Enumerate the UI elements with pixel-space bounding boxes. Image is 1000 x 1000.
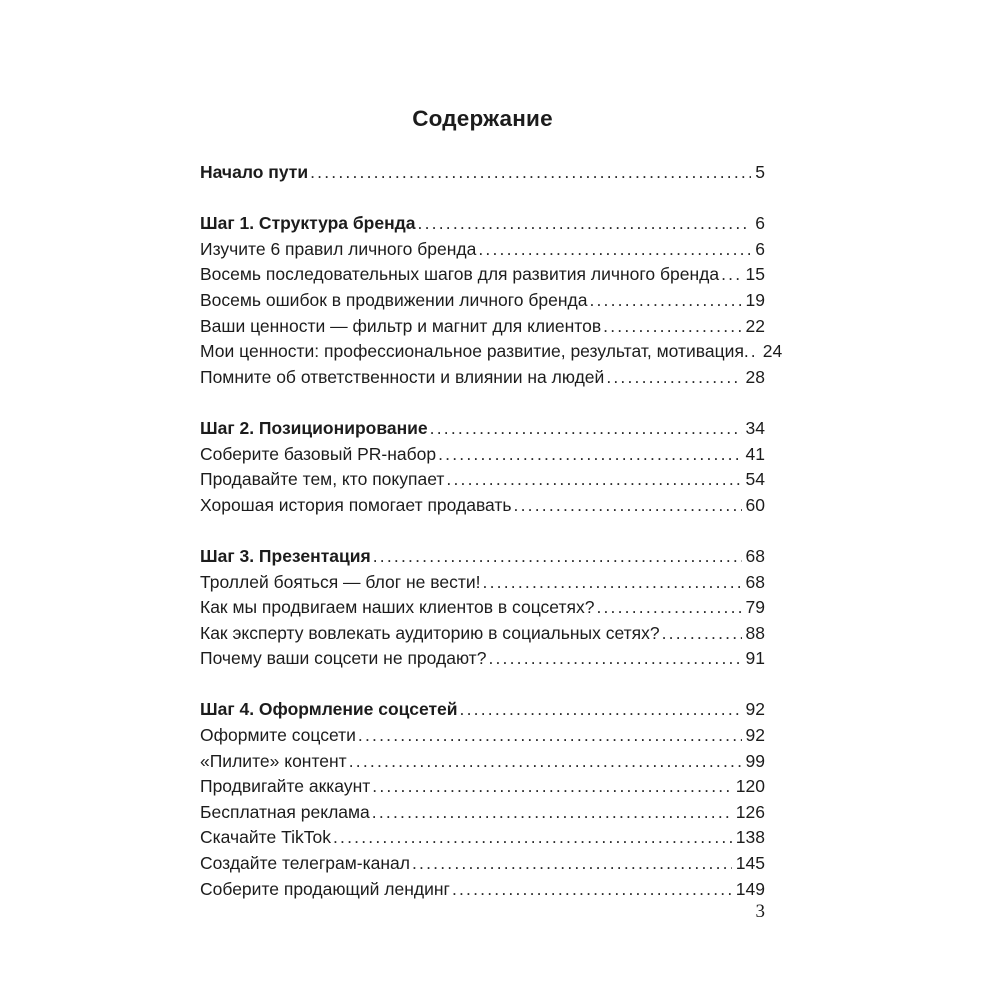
toc-entry	[200, 339, 783, 365]
toc-leader-dots	[349, 749, 742, 775]
toc-leader-dots	[438, 442, 741, 468]
toc-entry-label: Ваши ценности — фильтр и магнит для клиентов	[200, 315, 602, 336]
toc-entry-page: 149	[735, 878, 765, 899]
toc-entry-label: Бесплатная реклама	[200, 801, 370, 822]
toc-entry	[200, 825, 765, 851]
toc-entry-page: 91	[745, 648, 765, 669]
toc-entry-label: Соберите продающий лендинг	[200, 878, 450, 899]
toc-entry-label: Восемь последовательных шагов для развития личного бренда	[200, 264, 720, 285]
toc-entry-page: 92	[745, 699, 765, 720]
toc-entry-label: Помните об ответственности и влиянии на людей	[200, 366, 605, 387]
toc-entry	[200, 800, 765, 826]
toc-entry-page: 126	[735, 801, 765, 822]
toc-entry-page: 5	[755, 162, 765, 182]
toc-leader-dots	[412, 851, 732, 877]
toc-entry-label: Восемь ошибок в продвижении личного бренда	[200, 289, 588, 310]
toc-entry-label: Продвигайте аккаунт	[200, 776, 371, 797]
toc-entry-page: 68	[745, 571, 765, 592]
toc-entry	[200, 467, 765, 493]
toc-entry	[200, 416, 765, 442]
toc-entry-page: 6	[755, 238, 765, 259]
toc-entry	[200, 493, 765, 519]
toc-leader-dots	[721, 262, 741, 288]
toc-leader-dots	[514, 493, 742, 519]
page-number: 3	[755, 901, 765, 922]
toc-entry-label: Шаг 3. Презентация	[200, 545, 371, 566]
toc-entry-label: Как эксперту вовлекать аудиторию в социальных сетях?	[200, 622, 660, 643]
toc-entry-label: Шаг 2. Позиционирование	[200, 417, 428, 438]
toc-leader-dots	[418, 211, 752, 237]
toc-entry-page: 99	[745, 750, 765, 771]
toc-entry-page: 24	[762, 341, 783, 362]
toc-entry	[200, 595, 765, 621]
toc-entry	[200, 314, 765, 340]
toc-leader-dots	[358, 723, 742, 749]
toc-leader-dots	[372, 800, 732, 826]
toc-entry-page: 15	[745, 264, 765, 285]
toc-entry-page: 138	[735, 827, 765, 848]
toc-entry-label: Оформите соцсети	[200, 725, 356, 746]
toc-leader-dots	[483, 570, 742, 596]
toc-entry-page: 19	[745, 289, 765, 310]
toc-entry-page: 88	[745, 622, 765, 643]
toc-leader-dots	[606, 365, 741, 391]
toc-entry-page: 68	[745, 545, 765, 566]
toc-leader-dots	[310, 160, 751, 186]
page-title: Содержание	[412, 106, 553, 131]
toc-entry	[200, 851, 765, 877]
toc-entry-page: 28	[745, 366, 765, 387]
toc-entry	[200, 160, 765, 186]
toc-entry-label: Продавайте тем, кто покупает	[200, 469, 445, 490]
toc-entry-page: 54	[745, 469, 765, 490]
toc-leader-dots	[372, 774, 732, 800]
toc-entry-label: Троллей бояться — блог не вести!	[200, 571, 481, 592]
toc-leader-dots	[478, 237, 751, 263]
toc-entry-page: 120	[735, 776, 765, 797]
toc-entry	[200, 544, 765, 570]
toc-entry-page: 22	[745, 315, 765, 336]
toc-entry-page: 92	[745, 725, 765, 746]
toc-leader-dots	[446, 467, 741, 493]
toc-entry-label: Шаг 1. Структура бренда	[200, 213, 416, 234]
toc-entry	[200, 621, 765, 647]
toc-entry	[200, 262, 765, 288]
toc-entry-page: 34	[745, 417, 765, 438]
toc-leader-dots	[460, 697, 742, 723]
toc-leader-dots	[430, 416, 742, 442]
toc-leader-dots	[603, 314, 741, 340]
toc-entry-page: 41	[745, 443, 765, 464]
toc-entry-page: 6	[755, 213, 765, 234]
toc-entry	[200, 442, 765, 468]
toc-entry	[200, 365, 765, 391]
toc-entry	[200, 570, 765, 596]
toc-leader-dots	[333, 825, 732, 851]
toc-entry-label: Мои ценности: профессиональное развитие, результат, мотивация.	[200, 341, 749, 362]
toc-entry	[200, 877, 765, 903]
toc-entry-label: «Пилите» контент	[200, 750, 347, 771]
toc-entry-label: Начало пути	[200, 162, 309, 182]
toc-leader-dots	[488, 646, 741, 672]
toc-entry-label: Почему ваши соцсети не продают?	[200, 648, 487, 669]
toc-entry-label: Шаг 4. Оформление соцсетей	[200, 699, 458, 720]
toc-entry-label: Создайте телеграм-канал	[200, 853, 410, 874]
toc-entry-label: Изучите 6 правил личного бренда	[200, 238, 477, 259]
toc-entry-label: Как мы продвигаем наших клиентов в соцсетях?	[200, 597, 595, 618]
toc-entry	[200, 697, 765, 723]
toc-content	[200, 0, 783, 902]
toc-leader-dots	[596, 595, 741, 621]
toc-entry-page: 60	[745, 494, 765, 515]
toc-leader-dots	[662, 621, 742, 647]
toc-entry	[200, 646, 765, 672]
toc-leader-dots	[452, 877, 732, 903]
toc-leader-dots	[751, 339, 759, 365]
toc-list	[200, 160, 783, 902]
toc-entry	[200, 723, 765, 749]
toc-entry	[200, 211, 765, 237]
toc-entry-page: 145	[735, 853, 765, 874]
toc-leader-dots	[589, 288, 741, 314]
toc-leader-dots	[373, 544, 742, 570]
toc-entry	[200, 237, 765, 263]
toc-entry-label: Скачайте TikTok	[200, 827, 331, 848]
toc-entry-page: 79	[745, 597, 765, 618]
toc-entry	[200, 774, 765, 800]
toc-entry	[200, 288, 765, 314]
toc-entry	[200, 749, 765, 775]
toc-entry-label: Соберите базовый PR-набор	[200, 443, 437, 464]
toc-entry-label: Хорошая история помогает продавать	[200, 494, 512, 515]
